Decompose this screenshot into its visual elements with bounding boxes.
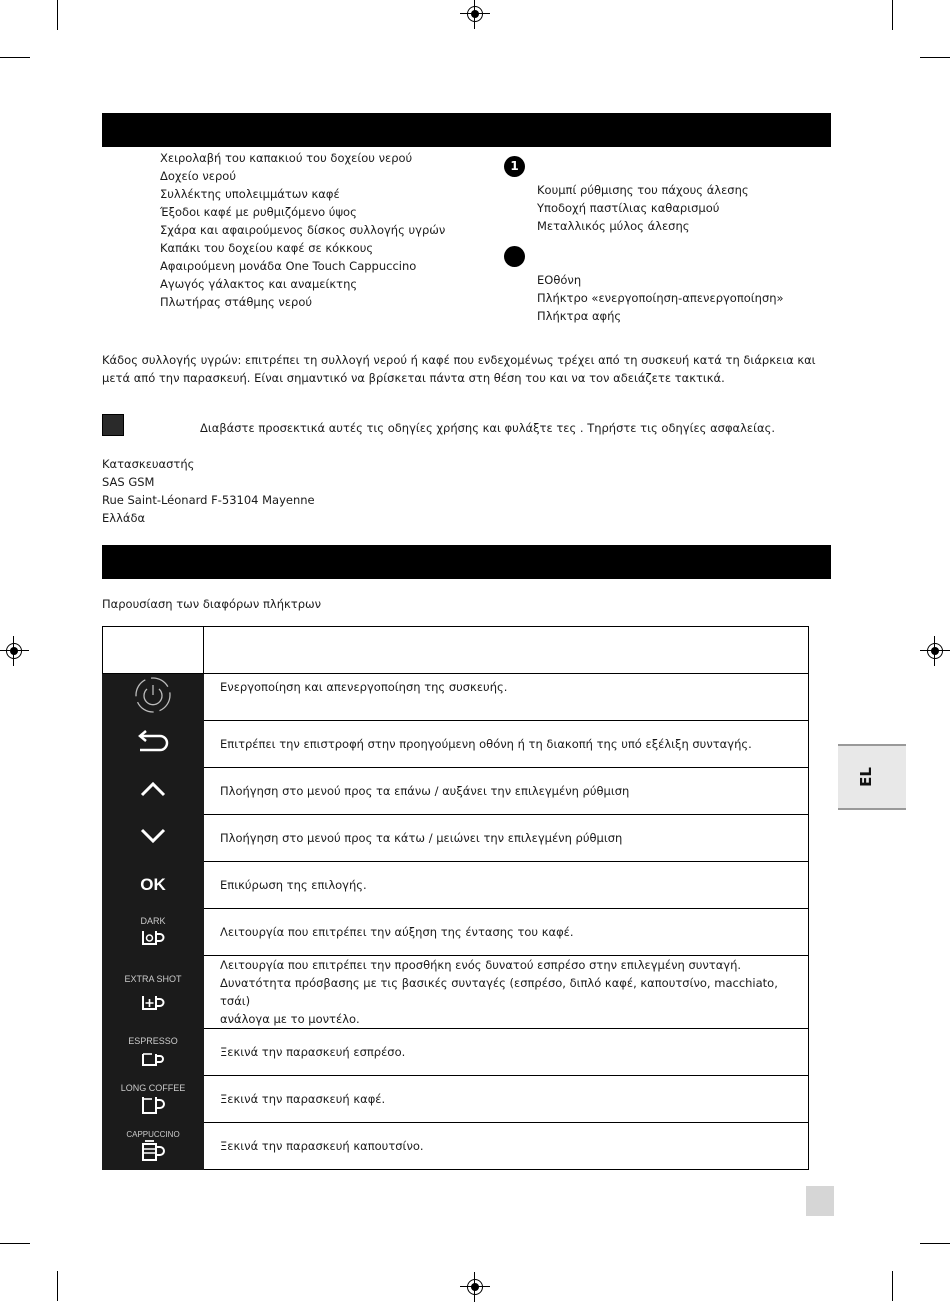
manufacturer-name: SAS GSM <box>102 475 155 489</box>
section-header-bar <box>102 113 831 147</box>
parts-list <box>160 149 445 311</box>
table-row <box>103 721 809 768</box>
key-description: Επικύρωση της επιλογής. <box>204 862 809 909</box>
crop-mark <box>892 0 893 30</box>
drip-tray-paragraph: Κάδος συλλογής υγρών: επιτρέπει τη συλλογή νερού ή καφέ που ενδεχομένως τρέχει από τη συσκευή κατά τη διάρκεια και μετά από την παρασκευή. Είναι σημαντικό να βρίσκεται πάντα στη θέση του και να τον αδειάζετε τακτικά. <box>102 353 816 385</box>
key-description: Λειτουργία που επιτρέπει την αύξηση της έντασης του καφέ. <box>204 909 809 956</box>
crop-mark <box>0 1243 30 1244</box>
list-item: Πλήκτρα αφής <box>537 309 622 323</box>
control-parts-list <box>537 271 784 325</box>
section-header-bar <box>102 545 831 579</box>
keys-table <box>102 626 809 1170</box>
list-item: Μεταλλικός μύλος άλεσης <box>537 219 690 233</box>
list-item: Αφαιρούμενη μονάδα One Touch Cappuccino <box>160 259 417 273</box>
extra-shot-cup-icon <box>103 956 204 1029</box>
extra-shot-label: EXTRA SHOT <box>124 974 182 984</box>
bullet-badge <box>504 246 525 267</box>
registration-mark-icon <box>467 6 483 22</box>
key-description <box>204 956 809 1029</box>
manufacturer-country: Ελλάδα <box>102 511 146 525</box>
list-item: ΕΟθόνη <box>537 273 582 287</box>
list-item: Κουμπί ρύθμισης του πάχους άλεσης <box>537 183 749 197</box>
key-description: Ξεκινά την παρασκευή καπουτσίνο. <box>204 1123 809 1170</box>
manufacturer-address: Rue Saint-Léonard F-53104 Mayenne <box>102 493 315 507</box>
registration-mark-icon <box>467 1279 483 1295</box>
crop-mark <box>892 1271 893 1301</box>
grinder-parts-list <box>537 181 749 235</box>
long-coffee-label: LONG COFFEE <box>120 1083 186 1093</box>
table-header-cell <box>103 627 204 674</box>
key-description-line: Λειτουργία που επιτρέπει την προσθήκη ενός δυνατού εσπρέσο στην επιλεγμένη συνταγή. <box>220 958 742 972</box>
chevron-down-icon <box>103 815 204 862</box>
list-item: Έξοδοι καφέ με ρυθμιζόμενο ύψος <box>160 205 357 219</box>
key-description: Ξεκινά την παρασκευή εσπρέσο. <box>204 1029 809 1076</box>
list-item: Αγωγός γάλακτος και αναμείκτης <box>160 277 358 291</box>
list-item: Συλλέκτης υπολειμμάτων καφέ <box>160 187 340 201</box>
list-item: Υποδοχή παστίλιας καθαρισμού <box>537 201 720 215</box>
chevron-up-icon <box>103 768 204 815</box>
table-row <box>103 768 809 815</box>
table-row <box>103 862 809 909</box>
number-badge: 1 <box>504 156 525 177</box>
list-item: Χειρολαβή του καπακιού του δοχείου νερού <box>160 151 413 165</box>
warning-square-icon <box>102 414 124 436</box>
table-header-cell <box>204 627 809 674</box>
key-description: Ενεργοποίηση και απενεργοποίηση της συσκευής. <box>204 674 809 721</box>
key-description-line: Δυνατότητα πρόσβασης με τις βασικές συνταγές (εσπρέσο, διπλό καφέ, καπουτσίνο, macchiato, τσάι) <box>220 976 778 1008</box>
page-number-box <box>806 1186 834 1216</box>
key-description: Πλοήγηση στο μενού προς τα κάτω / μειώνει την επιλεγμένη ρύθμιση <box>204 815 809 862</box>
cappuccino-cup-icon <box>103 1123 204 1170</box>
safety-note: Διαβάστε προσεκτικά αυτές τις οδηγίες χρήσης και φυλάξτε τες . Τηρήστε τις οδηγίες ασφαλείας. <box>200 421 776 435</box>
table-row <box>103 956 809 1029</box>
list-item: Σχάρα και αφαιρούμενος δίσκος συλλογής υγρών <box>160 223 446 237</box>
language-tab-label: EL <box>856 767 875 787</box>
registration-mark-icon <box>927 643 943 659</box>
espresso-cup-icon <box>103 1029 204 1076</box>
key-description: Ξεκινά την παρασκευή καφέ. <box>204 1076 809 1123</box>
table-row <box>103 674 809 721</box>
crop-mark <box>57 1271 58 1301</box>
list-item: Πλήκτρο «ενεργοποίηση-απενεργοποίηση» <box>537 291 784 305</box>
language-tab <box>838 744 906 810</box>
table-row <box>103 1029 809 1076</box>
table-row <box>103 1076 809 1123</box>
key-description: Επιτρέπει την επιστροφή στην προηγούμενη οθόνη ή τη διακοπή της υπό εξέλιξη συνταγής. <box>204 721 809 768</box>
table-header-row <box>103 627 809 674</box>
ok-label: OK <box>140 874 166 894</box>
list-item: Καπάκι του δοχείου καφέ σε κόκκους <box>160 241 374 255</box>
cappuccino-label: CAPPUCCINO <box>126 1130 180 1139</box>
ok-icon <box>103 862 204 909</box>
back-arrow-icon <box>103 721 204 768</box>
table-row <box>103 1123 809 1170</box>
crop-mark <box>920 57 950 58</box>
espresso-label: ESPRESSO <box>128 1036 178 1046</box>
list-item: Πλωτήρας στάθμης νερού <box>160 295 313 309</box>
long-coffee-cup-icon <box>103 1076 204 1123</box>
key-description-line: ανάλογα με το μοντέλο. <box>220 1012 360 1026</box>
keys-intro: Παρουσίαση των διαφόρων πλήκτρων <box>102 597 322 611</box>
crop-mark <box>57 0 58 30</box>
dark-label: DARK <box>140 916 166 926</box>
dark-cup-icon <box>103 909 204 956</box>
manufacturer-block <box>102 455 315 527</box>
power-icon <box>103 674 204 721</box>
table-row <box>103 815 809 862</box>
crop-mark <box>0 57 30 58</box>
key-description: Πλοήγηση στο μενού προς τα επάνω / αυξάνει την επιλεγμένη ρύθμιση <box>204 768 809 815</box>
registration-mark-icon <box>6 643 22 659</box>
list-item: Δοχείο νερού <box>160 169 236 183</box>
table-row <box>103 909 809 956</box>
manufacturer-label: Κατασκευαστής <box>102 457 195 471</box>
crop-mark <box>920 1243 950 1244</box>
